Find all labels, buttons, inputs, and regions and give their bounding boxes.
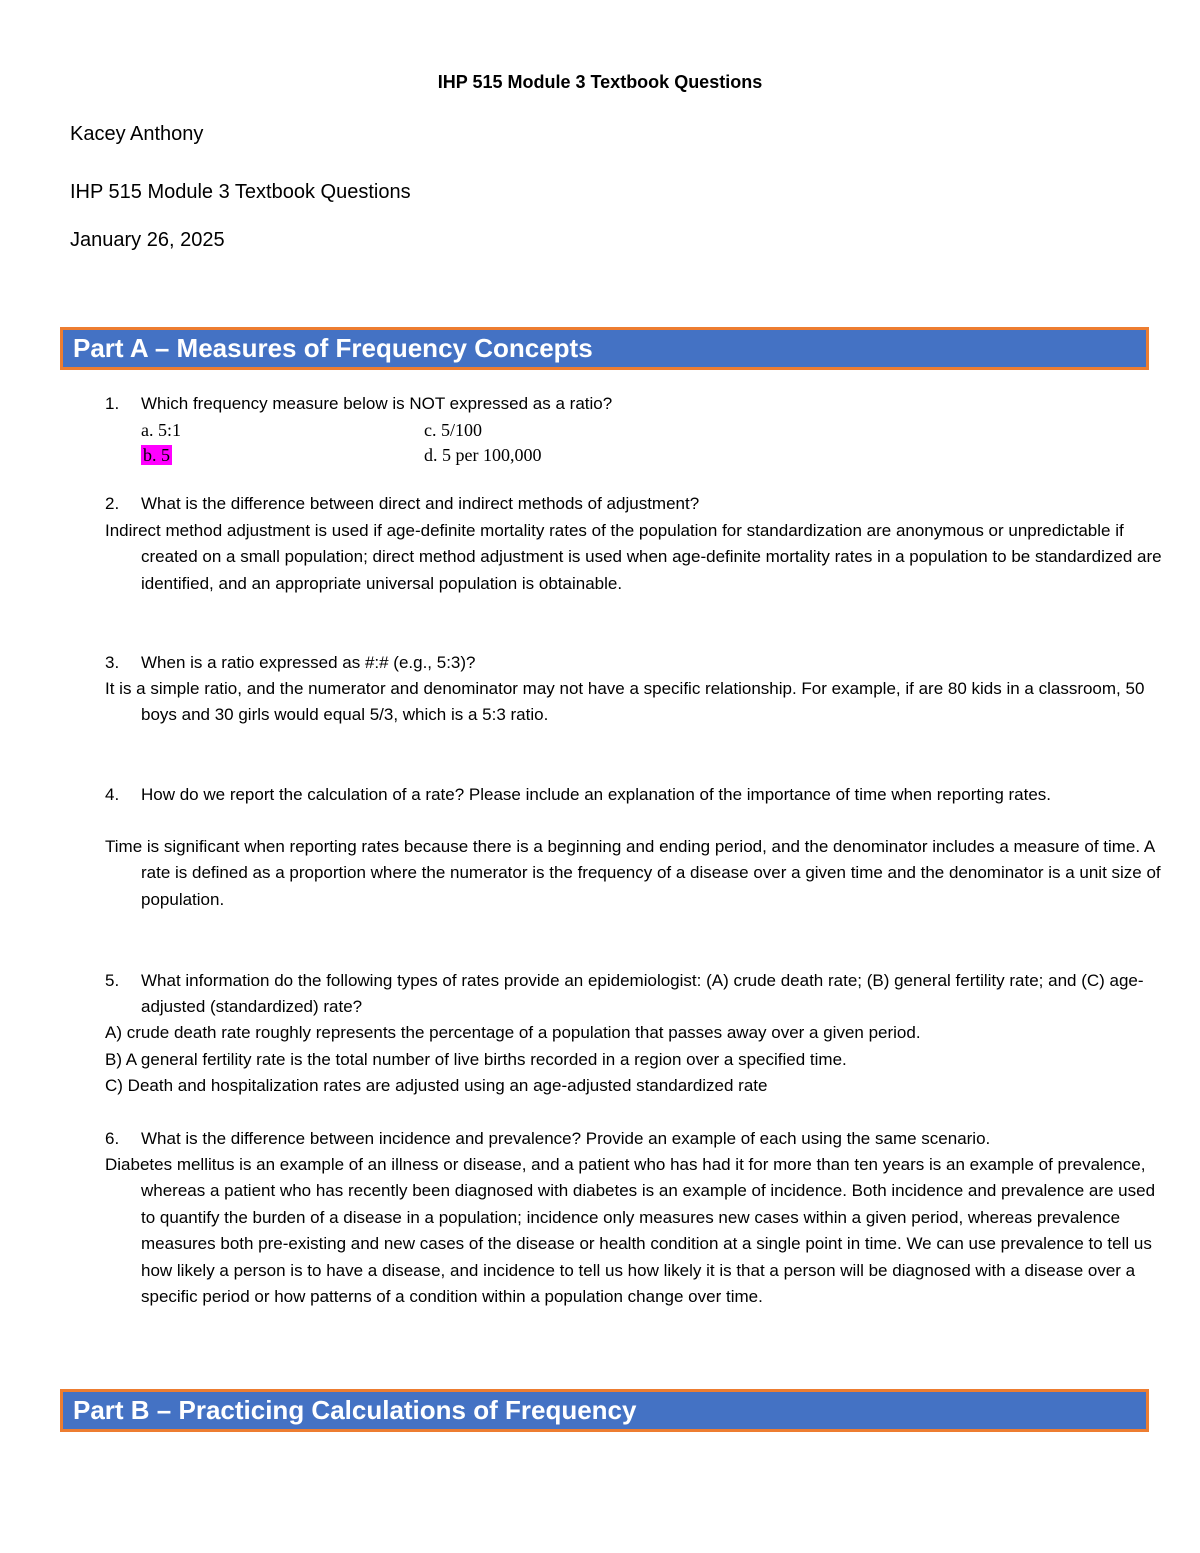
answer-2: Indirect method adjustment is used if age-definite mortality rates of the population for standardization are anonymous or unpredictable if created on a small population; direct method adjustment is used when age-definite mortality rates in a population to be standardized are identified, and an appropriate universal population is obtainable. (105, 521, 1162, 593)
option-a: a. 5:1 (141, 420, 181, 440)
question-text: What is the difference between incidence and prevalence? Provide an example of each using the same scenario. (141, 1129, 991, 1148)
course-title: IHP 515 Module 3 Textbook Questions (70, 181, 411, 203)
question-3 (105, 650, 1145, 676)
question-number: 2. (105, 494, 120, 513)
question-2 (105, 491, 1145, 517)
answer-4: Time is significant when reporting rates because there is a beginning and ending period, and the denominator includes a measure of time. A rate is defined as a proportion where the numerator is the frequency of a disease over a given time and the denominator is a unit size of population. (105, 837, 1161, 909)
option-b-selected (141, 443, 172, 467)
question-1 (105, 391, 1145, 417)
answer-6: Diabetes mellitus is an example of an illness or disease, and a patient who has had it for more than ten years is an example of prevalence, whereas a patient who has recently been diagnosed with diabetes is an example of incidence. Both incidence and prevalence are used to quantify the burden of a disease in a population; incidence only measures new cases within a given period, whereas prevalence measures both pre-existing and new cases of the disease or health condition at a single point in time. We can use prevalence to tell us how likely a person is to have a disease, and incidence to tell us how likely it is that a person will be diagnosed with a disease over a specific period or how patterns of a condition within a population change over time. (105, 1155, 1156, 1307)
question-text: What information do the following types of rates provide an epidemiologist: (A) crude death rate; (B) general fertility rate; and (C) age-adjusted (standardized) rate? (141, 971, 1144, 1016)
answer-5a: A) crude death rate roughly represents the percentage of a population that passes away over a given period. (105, 1023, 921, 1042)
question-text: Which frequency measure below is NOT expressed as a ratio? (141, 394, 613, 413)
question-number: 6. (105, 1129, 120, 1148)
document-title: IHP 515 Module 3 Textbook Questions (437, 72, 763, 92)
answer-3: It is a simple ratio, and the numerator and denominator may not have a specific relationship. For example, if are 80 kids in a classroom, 50 boys and 30 girls would equal 5/3, which is a 5:3 ratio. (105, 679, 1145, 725)
part-b-heading: Part B – Practicing Calculations of Frequency (60, 1389, 1149, 1432)
document-date: January 26, 2025 (70, 229, 225, 251)
question-4 (105, 782, 1145, 808)
question-number: 5. (105, 971, 120, 990)
question-text: What is the difference between direct and indirect methods of adjustment? (141, 494, 700, 513)
answer-5b: B) A general fertility rate is the total number of live births recorded in a region over a specified time. (105, 1050, 847, 1069)
answer-5c: C) Death and hospitalization rates are adjusted using an age-adjusted standardized rate (105, 1076, 768, 1095)
question-number: 4. (105, 785, 120, 804)
option-c: c. 5/100 (424, 420, 482, 440)
question-number: 3. (105, 653, 120, 672)
author-name: Kacey Anthony (70, 123, 204, 145)
question-5 (105, 968, 1145, 1020)
question-number: 1. (105, 394, 120, 413)
question-text: When is a ratio expressed as #:# (e.g., 5:3)? (141, 653, 476, 672)
question-text: How do we report the calculation of a rate? Please include an explanation of the importance of time when reporting rates. (141, 785, 1052, 804)
question-6 (105, 1126, 1145, 1152)
part-a-heading: Part A – Measures of Frequency Concepts (60, 327, 1149, 370)
option-d: d. 5 per 100,000 (424, 445, 542, 465)
answer-highlight: b. 5 (143, 445, 170, 465)
